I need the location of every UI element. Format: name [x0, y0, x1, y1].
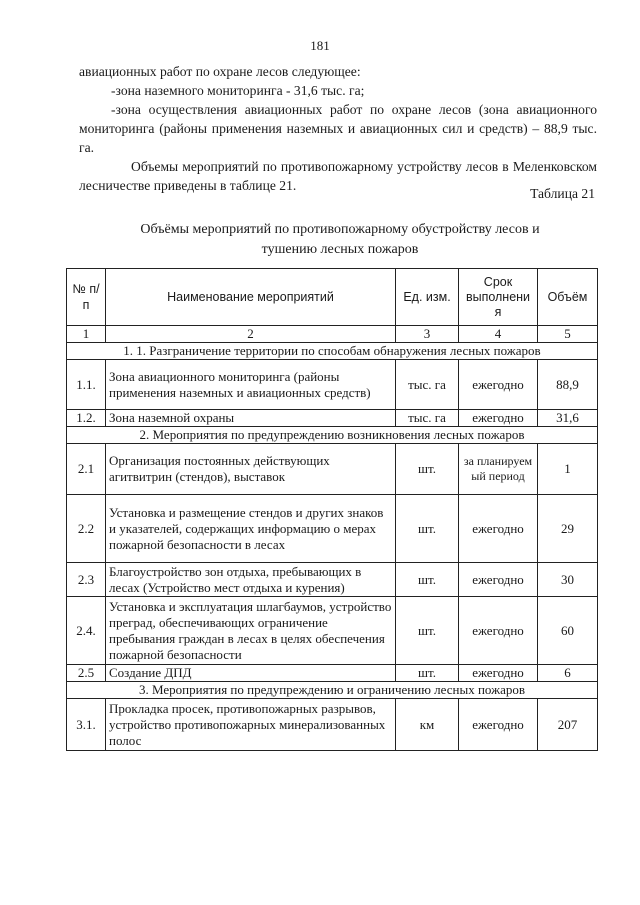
- col-number: 1: [67, 326, 106, 343]
- section-row: [67, 427, 598, 444]
- table-row: [67, 665, 598, 682]
- col-number: 5: [538, 326, 598, 343]
- header-volume: Объём: [538, 269, 598, 326]
- row-name: Установка и размещение стендов и других знаков и указателей, содержащих информацию о мерах пожарной безопасности в лесах: [106, 495, 396, 563]
- header-name: Наименование мероприятий: [106, 269, 396, 326]
- row-num: 1.2.: [67, 410, 106, 427]
- table-title: [80, 220, 600, 260]
- section-row: [67, 343, 598, 360]
- row-num: 2.5: [67, 665, 106, 682]
- row-unit: тыс. га: [396, 360, 459, 410]
- row-name: Зона авиационного мониторинга (районы применения наземных и авиационных средств): [106, 360, 396, 410]
- row-volume: 29: [538, 495, 598, 563]
- intro-paragraph: Объемы мероприятий по противопожарному устройству лесов в Меленковском лесничестве приведены в таблице 21.: [79, 159, 597, 193]
- row-term: за планируем ый период: [459, 444, 538, 495]
- row-term: ежегодно: [459, 665, 538, 682]
- row-num: 2.2: [67, 495, 106, 563]
- row-name: Благоустройство зон отдыха, пребывающих в лесах (Устройство мест отдыха и курения): [106, 563, 396, 597]
- row-volume: 1: [538, 444, 598, 495]
- section-row: [67, 682, 598, 699]
- row-term: ежегодно: [459, 360, 538, 410]
- section-title: 3. Мероприятия по предупреждению и ограничению лесных пожаров: [67, 682, 598, 699]
- row-unit: шт.: [396, 597, 459, 665]
- row-term: ежегодно: [459, 563, 538, 597]
- row-term: ежегодно: [459, 597, 538, 665]
- col-number: 3: [396, 326, 459, 343]
- row-num: 3.1.: [67, 699, 106, 751]
- section-title: 1. 1. Разграничение территории по способам обнаружения лесных пожаров: [67, 343, 598, 360]
- table-row: [67, 410, 598, 427]
- table-row: [67, 444, 598, 495]
- table-row: [67, 495, 598, 563]
- row-volume: 31,6: [538, 410, 598, 427]
- row-term: ежегодно: [459, 699, 538, 751]
- col-number: 4: [459, 326, 538, 343]
- row-num: 2.4.: [67, 597, 106, 665]
- header-row: [67, 269, 598, 326]
- table-title-line: Объёмы мероприятий по противопожарному обустройству лесов и: [140, 222, 540, 237]
- table-row: [67, 597, 598, 665]
- table-row: [67, 699, 598, 751]
- row-name: Установка и эксплуатация шлагбаумов, устройство преград, обеспечивающих ограничение пребывания граждан в лесах в целях обеспечения пожарной безопасности: [106, 597, 396, 665]
- row-name: Организация постоянных действующих агитвитрин (стендов), выставок: [106, 444, 396, 495]
- measures-table: [66, 268, 598, 751]
- row-num: 2.3: [67, 563, 106, 597]
- intro-text: [79, 62, 597, 195]
- row-num: 2.1: [67, 444, 106, 495]
- table-row: [67, 360, 598, 410]
- row-volume: 207: [538, 699, 598, 751]
- row-name: Зона наземной охраны: [106, 410, 396, 427]
- row-volume: 60: [538, 597, 598, 665]
- row-unit: шт.: [396, 495, 459, 563]
- row-unit: км: [396, 699, 459, 751]
- row-term: ежегодно: [459, 410, 538, 427]
- header-unit: Ед. изм.: [396, 269, 459, 326]
- row-unit: шт.: [396, 665, 459, 682]
- intro-line: авиационных работ по охране лесов следующее:: [79, 64, 361, 79]
- table-caption: Таблица 21: [530, 186, 595, 201]
- row-unit: тыс. га: [396, 410, 459, 427]
- table-row: [67, 563, 598, 597]
- row-volume: 88,9: [538, 360, 598, 410]
- intro-bullet: -зона осуществления авиационных работ по охране лесов (зона авиационного мониторинга (районы применения наземных и авиационных сил и средств) – 88,9 тыс. га.: [79, 102, 597, 155]
- column-number-row: [67, 326, 598, 343]
- section-title: 2. Мероприятия по предупреждению возникновения лесных пожаров: [67, 427, 598, 444]
- header-num: № п/п: [67, 269, 106, 326]
- row-unit: шт.: [396, 444, 459, 495]
- row-volume: 30: [538, 563, 598, 597]
- row-volume: 6: [538, 665, 598, 682]
- col-number: 2: [106, 326, 396, 343]
- page-number: 181: [310, 38, 330, 53]
- table-title-line: тушению лесных пожаров: [261, 242, 419, 257]
- row-num: 1.1.: [67, 360, 106, 410]
- row-term: ежегодно: [459, 495, 538, 563]
- header-term: Срок выполнени я: [459, 269, 538, 326]
- row-name: Создание ДПД: [106, 665, 396, 682]
- intro-bullet: -зона наземного мониторинга - 31,6 тыс. га;: [111, 83, 365, 98]
- row-name: Прокладка просек, противопожарных разрывов, устройство противопожарных минерализованных полос: [106, 699, 396, 751]
- row-unit: шт.: [396, 563, 459, 597]
